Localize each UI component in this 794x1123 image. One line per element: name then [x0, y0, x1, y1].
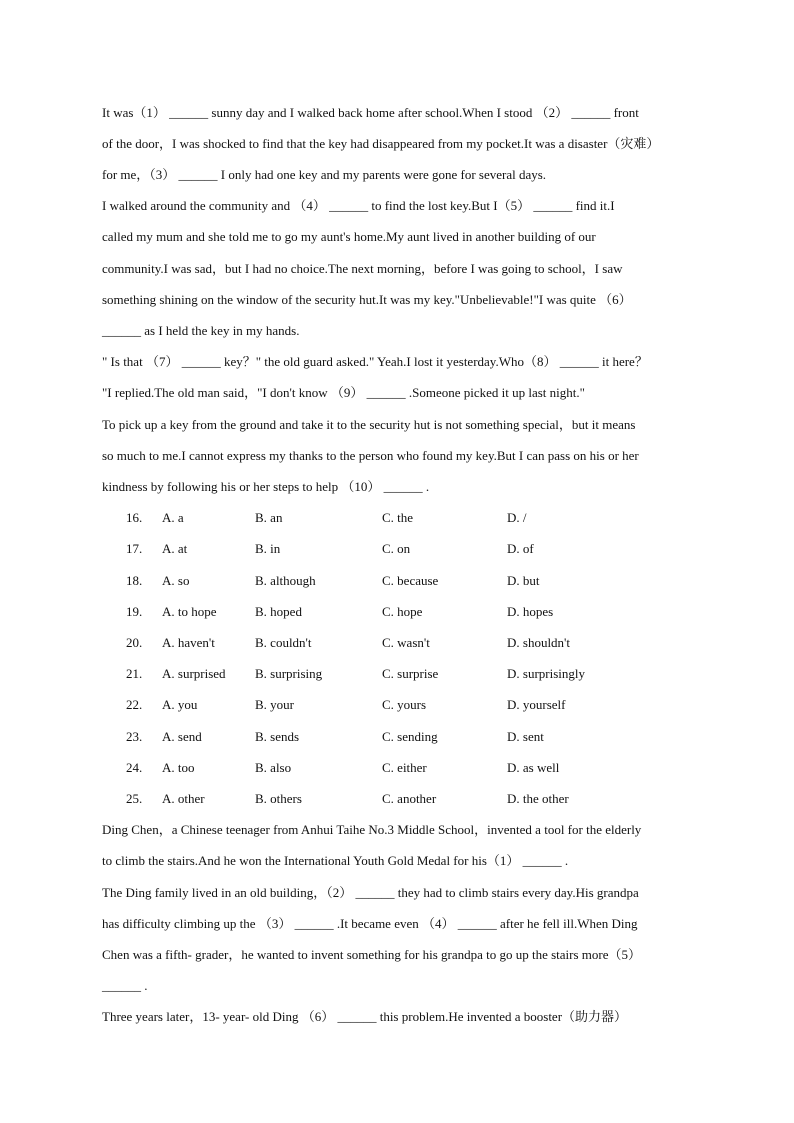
question-number: 25. — [126, 791, 143, 806]
option-b[interactable]: B. couldn't — [255, 635, 312, 650]
option-c[interactable]: C. the — [382, 510, 414, 525]
option-a[interactable]: A. a — [162, 510, 184, 525]
option-a[interactable]: A. to hope — [162, 604, 217, 619]
question-row — [126, 509, 686, 527]
passage-line: " Is that （7） ______ key？" the old guard asked." Yeah.I lost it yesterday.Who（8） ______ it here？ — [102, 354, 648, 369]
passage-line: ______ as I held the key in my hands. — [102, 323, 300, 338]
option-a[interactable]: A. haven't — [162, 635, 215, 650]
passage-line: kindness by following his or her steps to help （10） ______ . — [102, 479, 430, 494]
question-row — [126, 790, 686, 808]
option-c[interactable]: C. either — [382, 760, 427, 775]
passage-line: something shining on the window of the security hut.It was my key."Unbelievable!"I was quite （6） — [102, 292, 632, 307]
option-a[interactable]: A. surprised — [162, 666, 226, 681]
passage-line: Three years later，13- year- old Ding （6） ______ this problem.He invented a booster（助力器） — [102, 1009, 628, 1024]
question-number: 19. — [126, 604, 143, 619]
passage-line: for me，（3） ______ I only had one key and my parents were gone for several days. — [102, 167, 547, 182]
option-d[interactable]: D. but — [507, 573, 540, 588]
passage-line: to climb the stairs.And he won the International Youth Gold Medal for his（1） ______ . — [102, 853, 569, 868]
option-d[interactable]: D. shouldn't — [507, 635, 571, 650]
option-d[interactable]: D. sent — [507, 729, 544, 744]
option-d[interactable]: D. yourself — [507, 697, 566, 712]
passage-line: community.I was sad，but I had no choice.The next morning，before I was going to school，I saw — [102, 261, 623, 276]
passage-line: so much to me.I cannot express my thanks to the person who found my key.But I can pass on his or her — [102, 448, 639, 463]
question-number: 20. — [126, 635, 143, 650]
passage-line: It was（1） ______ sunny day and I walked back home after school.When I stood （2） ______ front — [102, 105, 639, 120]
option-b[interactable]: B. although — [255, 573, 316, 588]
question-row — [126, 665, 686, 683]
option-b[interactable]: B. others — [255, 791, 302, 806]
question-row — [126, 540, 686, 558]
option-a[interactable]: A. send — [162, 729, 202, 744]
option-c[interactable]: C. wasn't — [382, 635, 430, 650]
option-d[interactable]: D. hopes — [507, 604, 554, 619]
option-a[interactable]: A. you — [162, 697, 198, 712]
option-b[interactable]: B. hoped — [255, 604, 302, 619]
option-a[interactable]: A. at — [162, 541, 188, 556]
question-number: 18. — [126, 573, 143, 588]
passage-line: "I replied.The old man said，"I don't know （9） ______ .Someone picked it up last night." — [102, 385, 585, 400]
question-row — [126, 728, 686, 746]
question-number: 21. — [126, 666, 143, 681]
question-row — [126, 759, 686, 777]
question-row — [126, 603, 686, 621]
option-c[interactable]: C. because — [382, 573, 439, 588]
passage-line: of the door，I was shocked to find that the key had disappeared from my pocket.It was a disaster（灾难） — [102, 136, 660, 151]
passage-line: Ding Chen，a Chinese teenager from Anhui Taihe No.3 Middle School，invented a tool for the elderly — [102, 822, 642, 837]
question-number: 17. — [126, 541, 143, 556]
question-number: 24. — [126, 760, 143, 775]
option-c[interactable]: C. surprise — [382, 666, 439, 681]
option-b[interactable]: B. an — [255, 510, 283, 525]
option-b[interactable]: B. in — [255, 541, 281, 556]
question-row — [126, 572, 686, 590]
option-d[interactable]: D. as well — [507, 760, 560, 775]
option-c[interactable]: C. hope — [382, 604, 423, 619]
option-d[interactable]: D. / — [507, 510, 527, 525]
option-c[interactable]: C. another — [382, 791, 437, 806]
option-c[interactable]: C. yours — [382, 697, 427, 712]
option-a[interactable]: A. too — [162, 760, 195, 775]
option-d[interactable]: D. the other — [507, 791, 569, 806]
option-b[interactable]: B. sends — [255, 729, 300, 744]
option-b[interactable]: B. also — [255, 760, 292, 775]
question-row — [126, 634, 686, 652]
passage-line: called my mum and she told me to go my aunt's home.My aunt lived in another building of our — [102, 229, 596, 244]
passage-line: To pick up a key from the ground and take it to the security hut is not something special，but it means — [102, 417, 636, 432]
question-number: 22. — [126, 697, 143, 712]
option-c[interactable]: C. sending — [382, 729, 438, 744]
question-row — [126, 696, 686, 714]
passage-line: I walked around the community and （4） ______ to find the lost key.But I（5） ______ find it.I — [102, 198, 615, 213]
passage-line: The Ding family lived in an old building，（2） ______ they had to climb stairs every day.His grandpa — [102, 885, 639, 900]
option-a[interactable]: A. so — [162, 573, 190, 588]
option-c[interactable]: C. on — [382, 541, 411, 556]
option-d[interactable]: D. surprisingly — [507, 666, 585, 681]
option-b[interactable]: B. surprising — [255, 666, 323, 681]
passage-line: ______ . — [102, 978, 148, 993]
option-d[interactable]: D. of — [507, 541, 534, 556]
option-b[interactable]: B. your — [255, 697, 294, 712]
question-number: 23. — [126, 729, 143, 744]
question-number: 16. — [126, 510, 143, 525]
option-a[interactable]: A. other — [162, 791, 205, 806]
passage-line: Chen was a fifth- grader，he wanted to invent something for his grandpa to go up the stairs more（5） — [102, 947, 642, 962]
passage-line: has difficulty climbing up the （3） ______ .It became even （4） ______ after he fell ill.When Ding — [102, 916, 638, 931]
